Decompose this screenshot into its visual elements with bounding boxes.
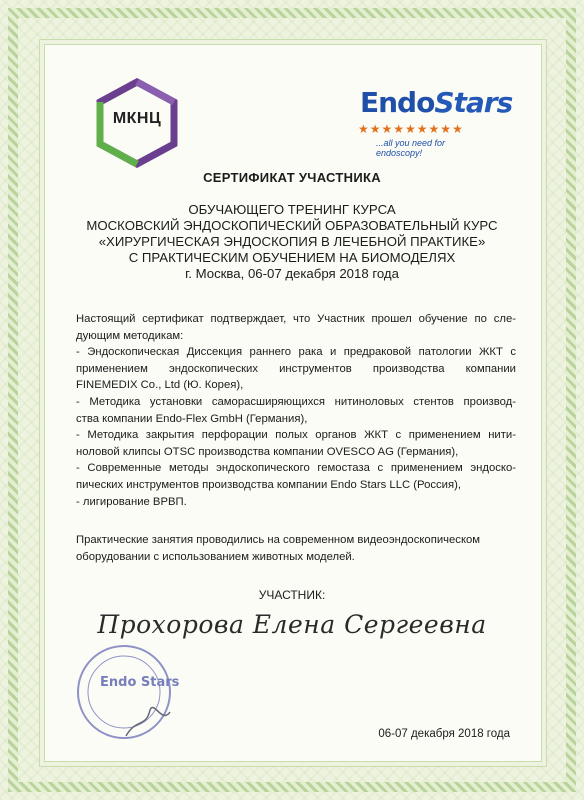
course-title-block [44, 202, 540, 282]
participant-label: УЧАСТНИК: [258, 588, 326, 602]
stamp-text: Endo Stars [100, 675, 180, 690]
body-line: - Методика закрытия перфорации полых органов ЖКТ с применением нити- [76, 429, 516, 442]
practical-note [76, 532, 516, 565]
certificate-title: СЕРТИФИКАТ УЧАСТНИКА [203, 170, 381, 185]
issue-date: 06-07 декабря 2018 года [378, 728, 510, 740]
certificate-body [76, 311, 516, 510]
body-line: - Эндоскопическая Диссекция раннего рака и предраковой патологии ЖКТ с [76, 346, 516, 359]
endostars-tagline: ...all you need for endoscopy! [376, 138, 446, 158]
body-line: Настоящий сертификат подтверждает, что Участник прошел обучение по сле- [76, 313, 516, 325]
body-line: ноловой клипсы OTSC производства компании OVESCO AG (Германия), [76, 445, 459, 458]
endostars-wordmark [360, 86, 512, 119]
body-line: пических инструментов производства компании Endo Stars LLC (Россия), [76, 478, 461, 491]
body-line: ства компании Endo-Flex GmbH (Германия), [76, 412, 308, 425]
participant-name: Прохорова Елена Сергеевна [97, 610, 487, 639]
endostars-word-endo: Endo [360, 86, 435, 119]
endostars-logo [350, 82, 513, 158]
course-line: МОСКОВСКИЙ ЭНДОСКОПИЧЕСКИЙ ОБРАЗОВАТЕЛЬНЫЙ КУРС [86, 218, 498, 233]
mknc-logo-text: МКНЦ [112, 110, 162, 127]
body-line: - лигирование ВРВП. [76, 495, 187, 508]
practical-line: оборудовании с использованием животных моделей. [76, 550, 355, 563]
course-line: С ПРАКТИЧЕСКИМ ОБУЧЕНИЕМ НА БИОМОДЕЛЯХ [128, 250, 456, 265]
stars-icon: ★★★★★★★★★ [358, 122, 464, 136]
mknc-logo [92, 78, 182, 168]
body-line: применением эндоскопических инструментов производства компании [76, 362, 516, 375]
course-line: ОБУЧАЮЩЕГО ТРЕНИНГ КУРСА [188, 202, 396, 217]
body-line: - Современные методы эндоскопического гемостаза с применением эндоско- [76, 462, 516, 475]
body-line: FINEMEDIX Co., Ltd (Ю. Корея), [76, 379, 244, 392]
practical-line: Практические занятия проводились на современном видеоэндоскопическом [76, 534, 481, 546]
stamp-icon [66, 640, 186, 750]
body-line: - Методика установки саморасширяющихся нитиноловых стентов производ- [76, 395, 516, 408]
stamp-seal [66, 640, 186, 750]
course-line: «ХИРУРГИЧЕСКАЯ ЭНДОСКОПИЯ В ЛЕЧЕБНОЙ ПРАКТИКЕ» [98, 234, 486, 249]
body-line: дующим методикам: [76, 329, 184, 342]
course-place-date: г. Москва, 06-07 декабря 2018 года [185, 266, 399, 281]
endostars-word-stars: Stars [434, 86, 513, 119]
